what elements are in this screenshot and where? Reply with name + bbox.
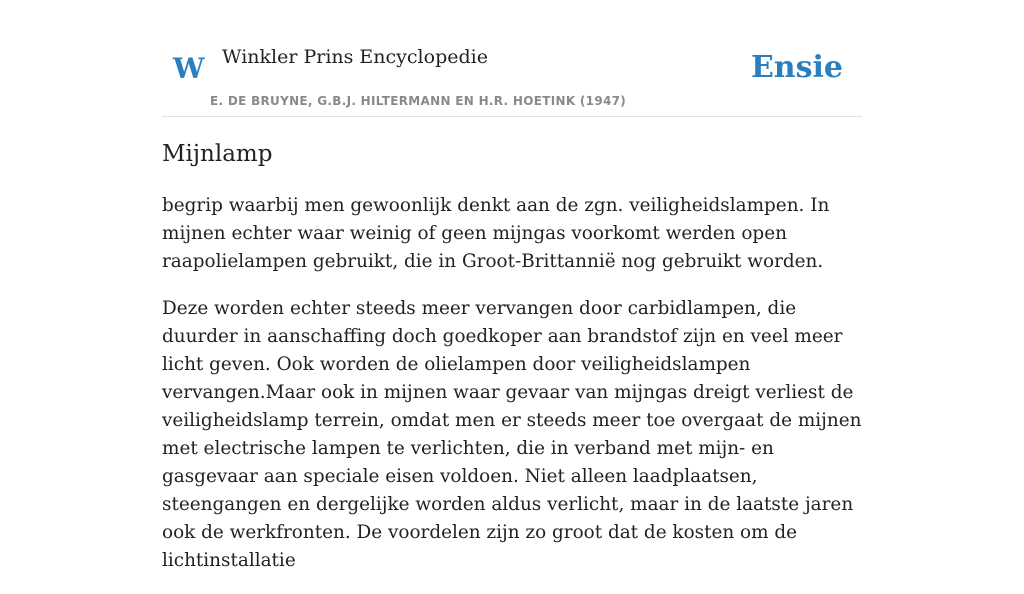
entry-body <box>162 192 862 594</box>
publication-authors: E. DE BRUYNE, G.B.J. HILTERMANN EN H.R. HOETINK (1947) <box>210 94 627 108</box>
publication-title[interactable]: Winkler Prins Encyclopedie <box>222 46 488 68</box>
source-header <box>162 0 862 117</box>
page <box>162 0 862 571</box>
entry-title: Mijnlamp <box>162 141 273 167</box>
ensie-logo-link[interactable]: Ensie <box>750 50 843 85</box>
publication-logo[interactable]: W <box>173 52 205 85</box>
entry-paragraph: begrip waarbij men gewoonlijk denkt aan de zgn. veiligheidslampen. In mijnen echter waar weinig of geen mijngas voorkomt werden open raapolielampen gebruikt, die in Groot-Brittannië nog gebruikt worden. <box>162 195 830 272</box>
entry-paragraph: Deze worden echter steeds meer vervangen door carbidlampen, die duurder in aanschaffing doch goedkoper aan brandstof zijn en veel meer licht geven. Ook worden de olielampen door veiligheidslampen vervangen.Maar ook in mijnen waar gevaar van mijngas dreigt verliest de veiligheidslamp terrein, omdat men er steeds meer toe overgaat de mijnen met electrische lampen te verlichten, die in verband met mijn- en gasgevaar aan speciale eisen voldoen. Niet alleen laadplaatsen, steengangen en dergelijke worden aldus verlicht, maar in de laatste jaren ook de werkfronten. De voordelen zijn zo groot dat de kosten om de lichtinstallatie <box>162 298 862 571</box>
